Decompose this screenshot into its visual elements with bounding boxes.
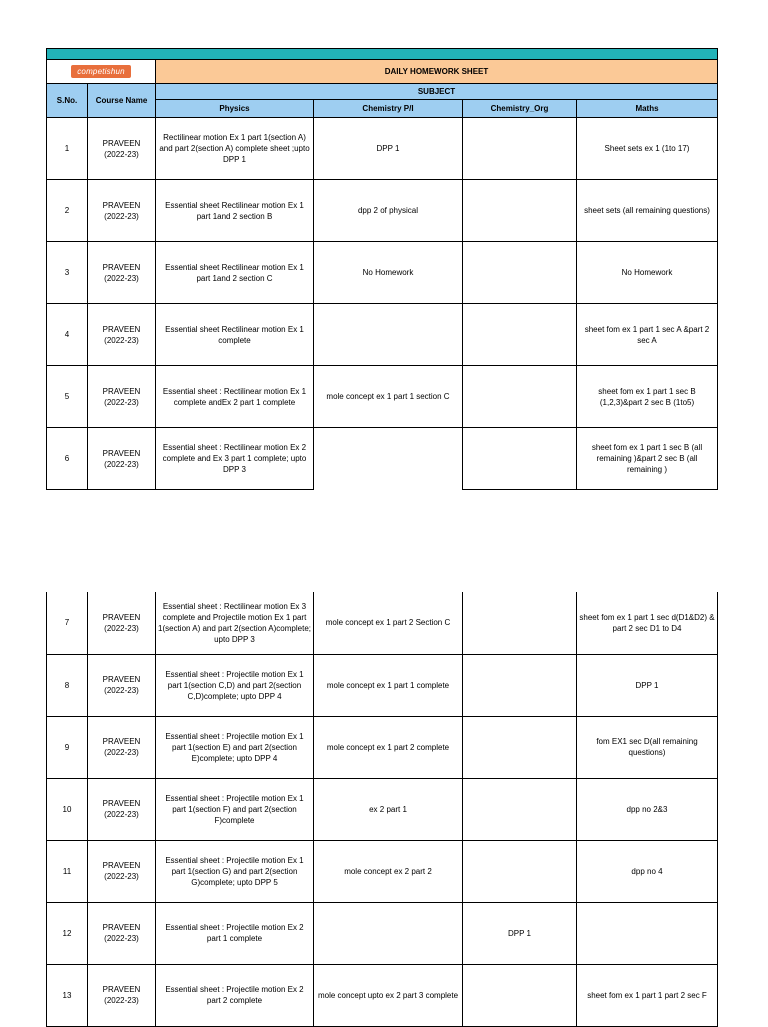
- row-chemistry-pi: mole concept ex 1 part 2 complete: [314, 716, 463, 778]
- row-chemistry-org: [463, 118, 577, 180]
- row-sno: 13: [47, 964, 88, 1026]
- row-chemistry-pi: mole concept upto ex 2 part 3 complete: [314, 964, 463, 1026]
- row-maths: sheet fom ex 1 part 1 sec A &part 2 sec A: [577, 304, 718, 366]
- row-chemistry-pi: mole concept ex 1 part 1 complete: [314, 654, 463, 716]
- chemistry-pi-header: Chemistry P/I: [314, 100, 463, 118]
- subject-row: [47, 84, 718, 100]
- physics-header: Physics: [156, 100, 314, 118]
- row-course-name: PRAVEEN (2022-23): [88, 902, 156, 964]
- row-sno: 6: [47, 428, 88, 490]
- row-physics: Essential sheet : Projectile motion Ex 1 part 1(section F) and part 2(section F)complete: [156, 778, 314, 840]
- row-course-name: PRAVEEN (2022-23): [88, 366, 156, 428]
- table-row: [47, 902, 718, 964]
- row-course-name: PRAVEEN (2022-23): [88, 242, 156, 304]
- row-physics: Rectilinear motion Ex 1 part 1(section A) and part 2(section A) complete sheet ;upto DPP 1: [156, 118, 314, 180]
- row-maths: dpp no 2&3: [577, 778, 718, 840]
- row-chemistry-pi: DPP 1: [314, 118, 463, 180]
- row-chemistry-pi: mole concept ex 1 part 2 Section C: [314, 592, 463, 654]
- row-physics: Essential sheet : Rectilinear motion Ex 1 complete andEx 2 part 1 complete: [156, 366, 314, 428]
- table-row: [47, 592, 718, 654]
- row-sno: 8: [47, 654, 88, 716]
- row-course-name: PRAVEEN (2022-23): [88, 964, 156, 1026]
- table-row: [47, 242, 718, 304]
- row-chemistry-org: [463, 840, 577, 902]
- row-physics: Essential sheet : Projectile motion Ex 1 part 1(section E) and part 2(section E)complete; upto DPP 4: [156, 716, 314, 778]
- row-sno: 9: [47, 716, 88, 778]
- table-row: [47, 840, 718, 902]
- row-chemistry-pi: [314, 902, 463, 964]
- title-row: [47, 60, 718, 84]
- row-chemistry-pi: mole concept ex 1 part 1 section C: [314, 366, 463, 428]
- row-maths: sheet fom ex 1 part 1 sec d(D1&D2) & part 2 sec D1 to D4: [577, 592, 718, 654]
- row-maths: DPP 1: [577, 654, 718, 716]
- sheet-title: DAILY HOMEWORK SHEET: [156, 60, 718, 84]
- row-chemistry-org: [463, 964, 577, 1026]
- row-maths: dpp no 4: [577, 840, 718, 902]
- row-maths: No Homework: [577, 242, 718, 304]
- logo-cell: [47, 60, 156, 84]
- row-sno: 4: [47, 304, 88, 366]
- row-physics: Essential sheet Rectilinear motion Ex 1 part 1and 2 section C: [156, 242, 314, 304]
- row-maths: sheet fom ex 1 part 1 sec B (all remaining )&part 2 sec B (all remaining ): [577, 428, 718, 490]
- row-physics: Essential sheet : Projectile motion Ex 2 part 2 complete: [156, 964, 314, 1026]
- row-chemistry-org: [463, 778, 577, 840]
- table-row: [47, 304, 718, 366]
- table-row: [47, 778, 718, 840]
- row-course-name: PRAVEEN (2022-23): [88, 716, 156, 778]
- row-course-name: PRAVEEN (2022-23): [88, 592, 156, 654]
- homework-table-page-1: [46, 48, 718, 490]
- table-row: [47, 366, 718, 428]
- row-physics: Essential sheet : Rectilinear motion Ex 3 complete and Projectile motion Ex 1 part 1(section A) and part 2(section A)complete; upto DPP 3: [156, 592, 314, 654]
- row-chemistry-org: [463, 366, 577, 428]
- row-sno: 1: [47, 118, 88, 180]
- top-color-bar: [47, 49, 718, 60]
- row-sno: 12: [47, 902, 88, 964]
- subject-header: SUBJECT: [156, 84, 718, 100]
- row-sno: 7: [47, 592, 88, 654]
- row-chemistry-org: [463, 242, 577, 304]
- row-sno: 5: [47, 366, 88, 428]
- sno-header: S.No.: [47, 84, 88, 118]
- row-physics: Essential sheet : Projectile motion Ex 1 part 1(section G) and part 2(section G)complete; upto DPP 5: [156, 840, 314, 902]
- row-course-name: PRAVEEN (2022-23): [88, 428, 156, 490]
- row-chemistry-pi: dpp 2 of physical: [314, 180, 463, 242]
- maths-header: Maths: [577, 100, 718, 118]
- row-sno: 11: [47, 840, 88, 902]
- row-course-name: PRAVEEN (2022-23): [88, 654, 156, 716]
- row-maths: [577, 902, 718, 964]
- row-course-name: PRAVEEN (2022-23): [88, 118, 156, 180]
- row-maths: sheet sets (all remaining questions): [577, 180, 718, 242]
- row-sno: 10: [47, 778, 88, 840]
- row-physics: Essential sheet : Projectile motion Ex 2 part 1 complete: [156, 902, 314, 964]
- table-row: [47, 180, 718, 242]
- row-chemistry-pi: ex 2 part 1: [314, 778, 463, 840]
- table-row: [47, 716, 718, 778]
- row-chemistry-org: [463, 180, 577, 242]
- row-chemistry-org: [463, 716, 577, 778]
- row-maths: sheet fom ex 1 part 1 sec B (1,2,3)&part 2 sec B (1to5): [577, 366, 718, 428]
- header-top-bar: [47, 49, 718, 60]
- table-row: [47, 964, 718, 1026]
- row-course-name: PRAVEEN (2022-23): [88, 304, 156, 366]
- row-physics: Essential sheet : Projectile motion Ex 1 part 1(section C,D) and part 2(section C,D)complete; upto DPP 4: [156, 654, 314, 716]
- row-sno: 3: [47, 242, 88, 304]
- row-physics: Essential sheet : Rectilinear motion Ex 2 complete and Ex 3 part 1 complete; upto DPP 3: [156, 428, 314, 490]
- table-row: [47, 428, 718, 490]
- row-maths: fom EX1 sec D(all remaining questions): [577, 716, 718, 778]
- row-course-name: PRAVEEN (2022-23): [88, 180, 156, 242]
- table-row: [47, 654, 718, 716]
- row-chemistry-org: [463, 428, 577, 490]
- row-course-name: PRAVEEN (2022-23): [88, 840, 156, 902]
- course-name-header: Course Name: [88, 84, 156, 118]
- row-chemistry-org: [463, 304, 577, 366]
- row-course-name: PRAVEEN (2022-23): [88, 778, 156, 840]
- row-chemistry-pi: [314, 428, 463, 490]
- table-row: [47, 118, 718, 180]
- row-maths: sheet fom ex 1 part 1 part 2 sec F: [577, 964, 718, 1026]
- row-maths: Sheet sets ex 1 (1to 17): [577, 118, 718, 180]
- row-chemistry-org: [463, 592, 577, 654]
- row-chemistry-pi: [314, 304, 463, 366]
- row-physics: Essential sheet Rectilinear motion Ex 1 part 1and 2 section B: [156, 180, 314, 242]
- row-chemistry-org: DPP 1: [463, 902, 577, 964]
- row-physics: Essential sheet Rectilinear motion Ex 1 complete: [156, 304, 314, 366]
- row-chemistry-pi: mole concept ex 2 part 2: [314, 840, 463, 902]
- homework-table-page-2: [46, 592, 718, 1027]
- row-sno: 2: [47, 180, 88, 242]
- row-chemistry-pi: No Homework: [314, 242, 463, 304]
- row-chemistry-org: [463, 654, 577, 716]
- chemistry-org-header: Chemistry_Org: [463, 100, 577, 118]
- competishun-logo: competishun: [71, 65, 131, 78]
